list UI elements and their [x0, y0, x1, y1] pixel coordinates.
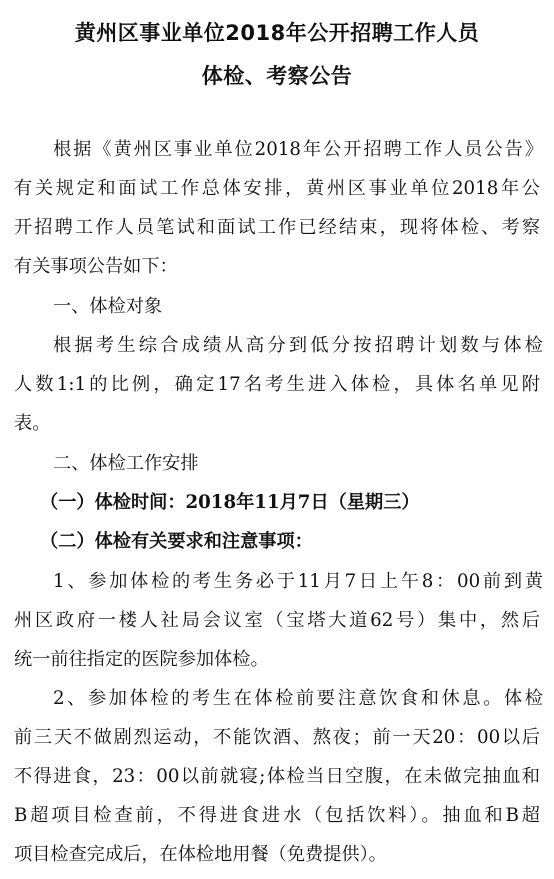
item-1-line-2: 州区政府一楼人社局会议室（宝塔大道62号）集中，然后 — [14, 610, 540, 631]
intro-line-4: 有关事项公告如下： — [14, 256, 178, 277]
intro-line-1: 根据《黄州区事业单位2018年公开招聘工作人员公告》 — [53, 139, 543, 160]
notice-title-line-2: 体检、考察公告 — [201, 64, 353, 88]
subsection-2-requirements: （二）体检有关要求和注意事项： — [40, 531, 313, 552]
section-1-heading: 一、体检对象 — [53, 296, 163, 317]
intro-line-2: 有关规定和面试工作总体安排，黄州区事业单位2018年公 — [14, 178, 540, 199]
item-1-line-1: 1、参加体检的考生务必于11月7日上午8：00前到黄 — [53, 571, 543, 592]
notice-title-line-1: 黄州区事业单位2018年公开招聘工作人员 — [74, 21, 480, 45]
intro-line-3: 开招聘工作人员笔试和面试工作已经结束，现将体检、考察 — [14, 217, 540, 238]
section-1-text-line-3: 表。 — [14, 413, 51, 434]
item-2-line-5: 项目检查完成后，在体检地用餐（免费提供）。 — [14, 844, 387, 865]
item-2-line-1: 2、参加体检的考生在体检前要注意饮食和休息。体检 — [53, 688, 543, 709]
section-2-heading: 二、体检工作安排 — [53, 453, 199, 474]
section-1-text-line-2: 人数1:1的比例，确定17名考生进入体检，具体名单见附 — [14, 374, 540, 395]
item-2-line-3: 不得进食，23：00以前就寝;体检当日空腹，在未做完抽血和 — [14, 766, 540, 787]
subsection-1-exam-time: （一）体检时间：2018年11月7日（星期三） — [40, 492, 420, 513]
item-2-line-2: 前三天不做剧烈运动，不能饮酒、熬夜；前一天20：00以后 — [14, 727, 540, 748]
item-1-line-3: 统一前往指定的医院参加体检。 — [14, 649, 269, 670]
item-2-line-4: B超项目检查前，不得进食进水（包括饮料）。抽血和B超 — [14, 805, 540, 826]
section-1-text-line-1: 根据考生综合成绩从高分到低分按招聘计划数与体检 — [53, 335, 543, 356]
